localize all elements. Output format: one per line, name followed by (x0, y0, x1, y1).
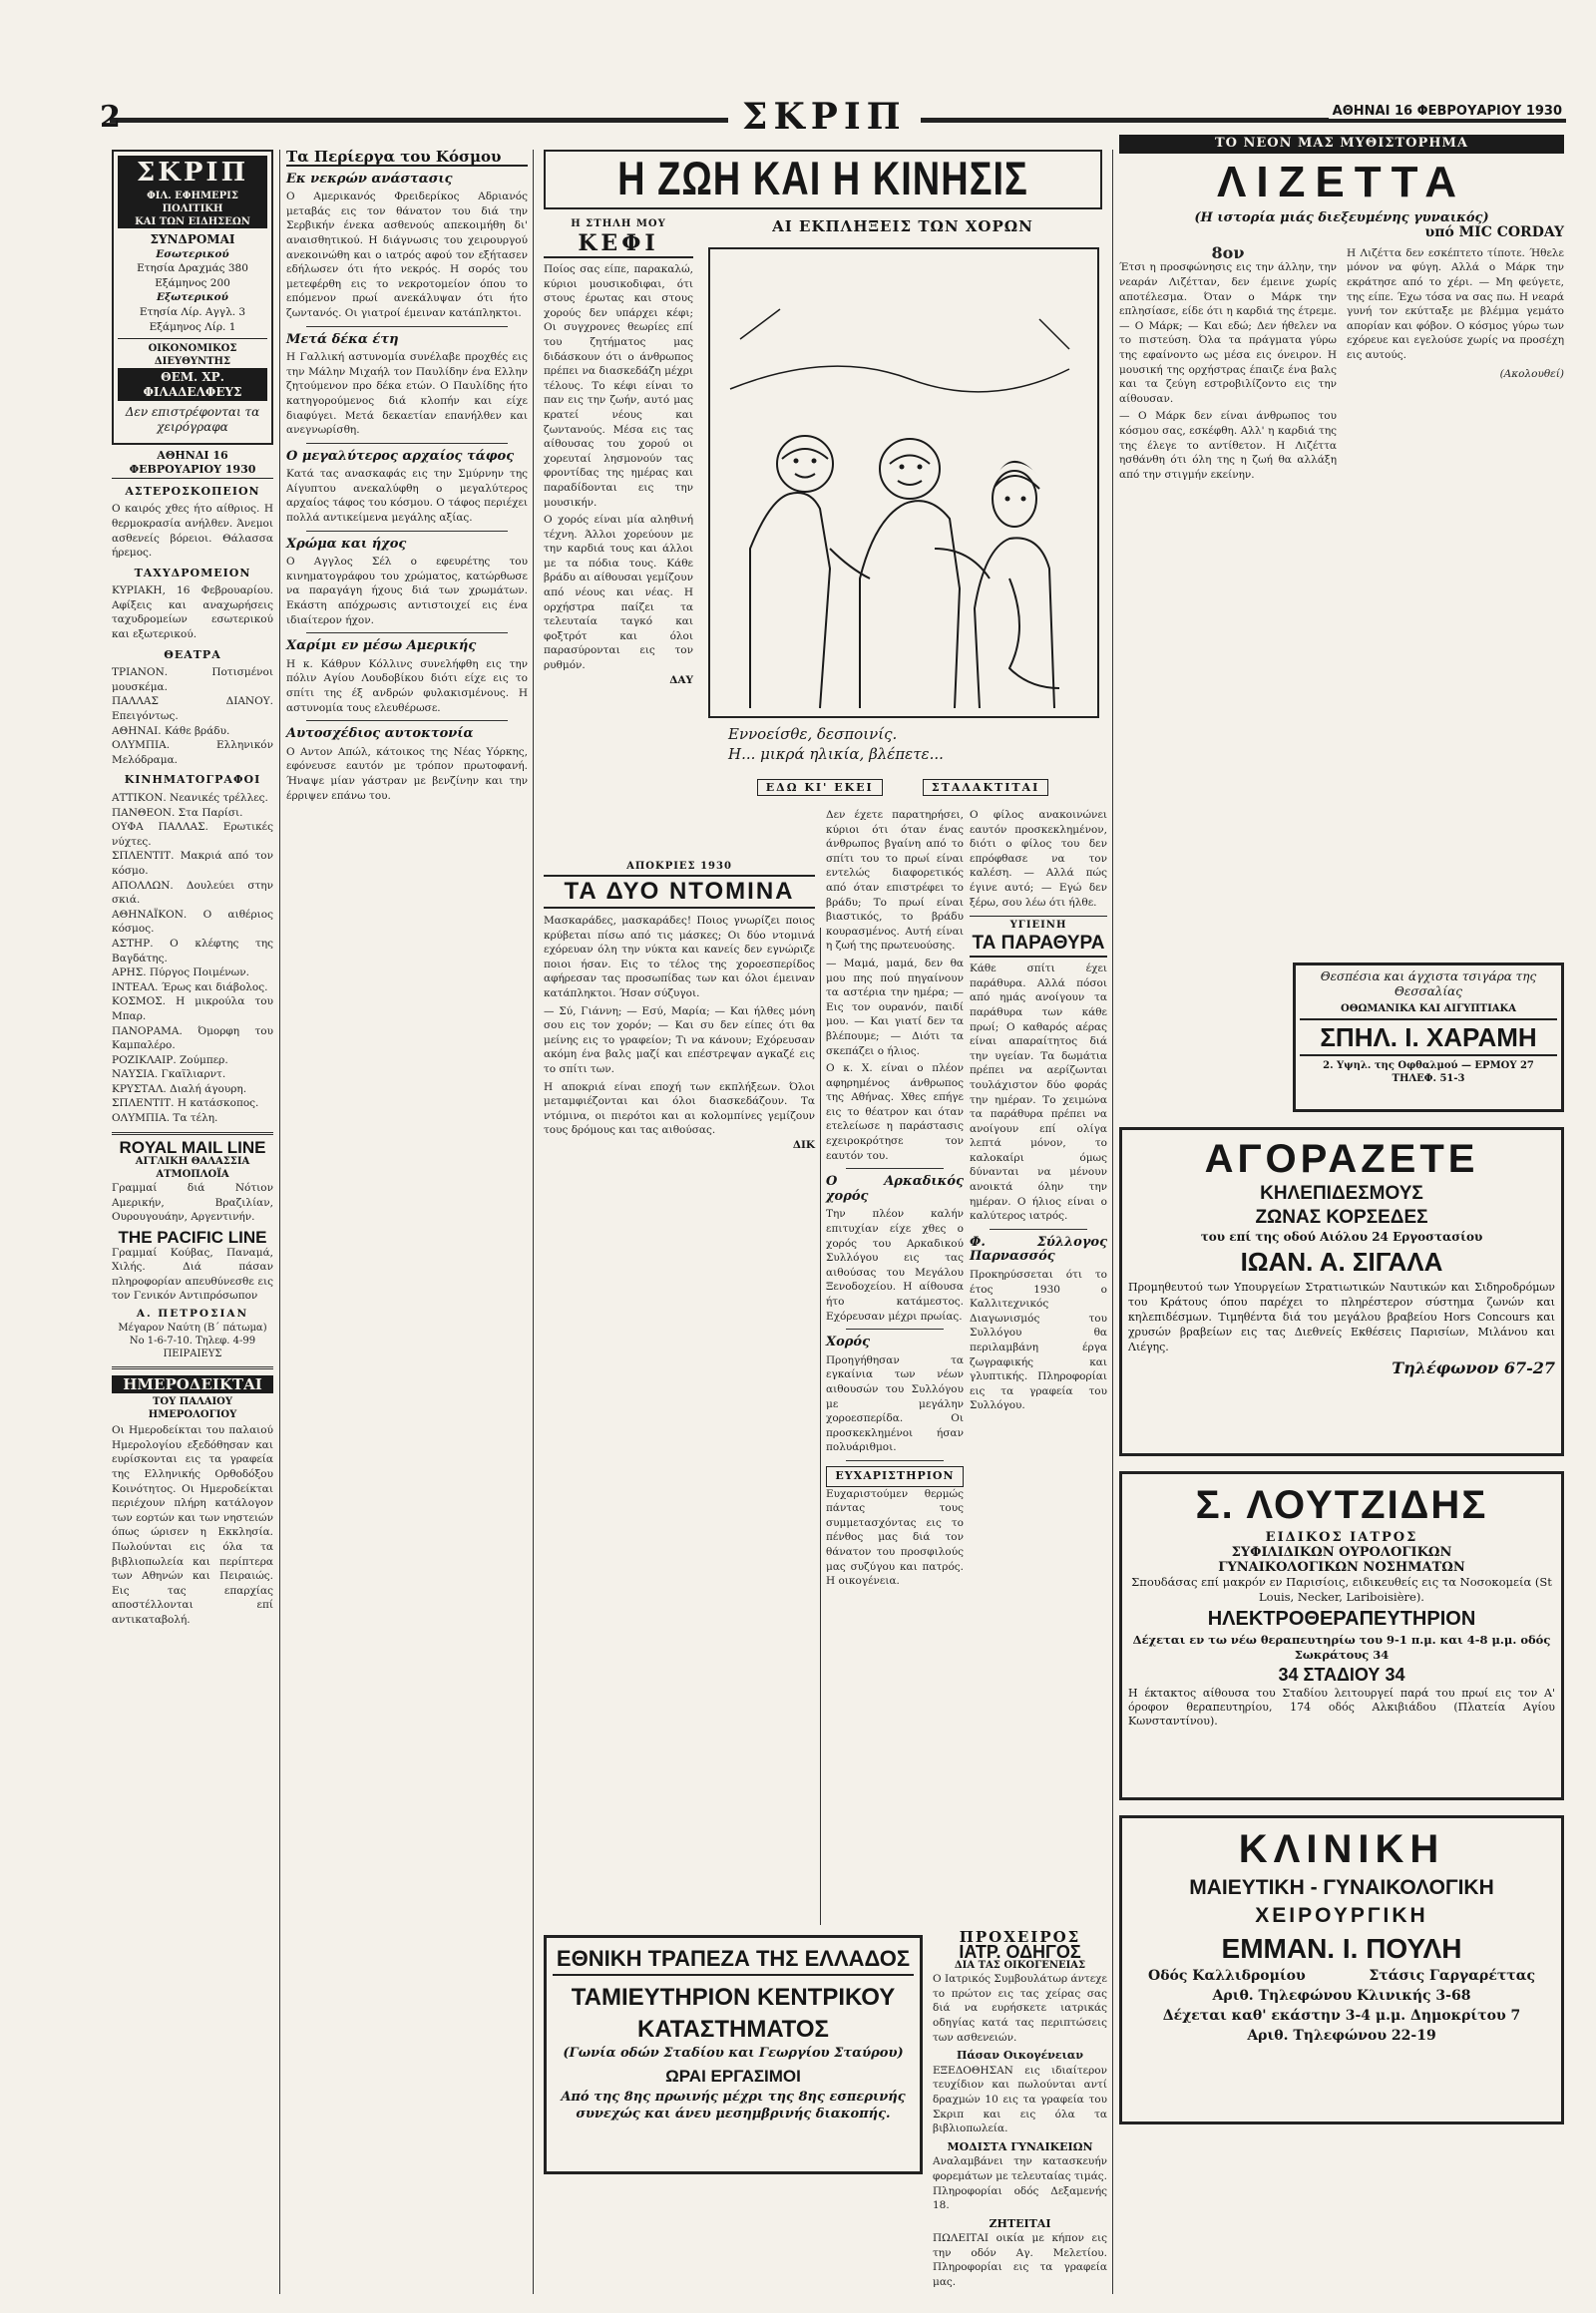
cinema-listing: ΑΘΗΝΑΪΚΟΝ. Ο αιθέριος κόσμος. (112, 908, 273, 936)
cinema-listing: ΡΟΖΙΚΛΑΙΡ. Ζούμπερ. (112, 1053, 228, 1066)
drops-column (970, 808, 1107, 1915)
telecom-text: ΚΥΡΙΑΚΗ, 16 Φεβρουαρίου. Αφίξεις και αναχωρήσεις ταχυδρομείων εσωτερικού και εξωτερικού. (112, 584, 273, 641)
column-rule (1112, 150, 1113, 2294)
surprises-title: ΑΙ ΕΚΠΛΗΞΕΙΣ ΤΩΝ ΧΟΡΩΝ (772, 217, 1033, 235)
novel-subtitle: (Η ιστορία μιάς διεξευμένης γυναικός) (1194, 209, 1489, 225)
tobacco-ad (1293, 963, 1564, 1112)
doctor-address: 34 ΣΤΑΔΙΟΥ 34 (1278, 1665, 1405, 1685)
world-text2: Η Γαλλική αστυνομία συνέλαβε προχθές εις την Μάλην Μιχαήλ τον Παυλίδην ένα Ελλην ζητούμενον προ δέκα ετών. Ο Παυλίδης ήτο κατηγορούμενος διά κλοπήν και είχε διαφύγει. Μετά δεκαετίαν επανήλθεν και ανεγνωρίσθη. (286, 351, 528, 437)
exterior-semi: Εξάμηνος Λίρ. 1 (149, 320, 236, 333)
cinema-listing: ΑΣΤΗΡ. Ο κλέφτης της Βαγδάτης. (112, 937, 273, 964)
parnassos-title: Φ. Σύλλογος Παρνασσός (970, 1234, 1107, 1265)
bank-corner: (Γωνία οδών Σταδίου και Γεωργίου Σταύρου) (563, 2046, 904, 2061)
novel-text2: Η Λιζέττα δεν εσκέπτετο τίποτε. Ήθελε μόνον να φύγη. Αλλά ο Μάρκ την εκράτησε από το χέρι. — Μη φεύγετε, της είπε. Έχω τόσα να σας πω. Η νεαρά γυνή τον εκύτταξε με βλέμμα γεμάτο απορίαν και φόβον. Ο κόσμος γύρω των εχόρευε και εγελούσε χωρίς να προσέχη εις αυτούς. (1347, 246, 1564, 361)
novel-section (1119, 135, 1564, 1012)
interior-annual: Ετησία Δραχμάς 380 (137, 262, 248, 275)
parnassos-text: Προκηρύσσεται ότι το έτος 1930 ο Καλλιτεχνικός Διαγωνισμός του Συλλόγου θα περιλαμβάνη έργα ζωγραφικής και γλυπτικής. Πληροφορίαι εις τα γραφεία του Συλλόγου. (970, 1269, 1107, 1412)
shipping1-title: ROYAL MAIL LINE (119, 1137, 266, 1157)
chorus-title: Χορός (826, 1335, 870, 1350)
guide-pre: ΠΡΟΧΕΙΡΟΣ (959, 1928, 1081, 1946)
novel-col-1 (1119, 242, 1337, 483)
column-rule (279, 150, 280, 2294)
apokries-label: ΑΠΟΚΡΙΕΣ 1930 (626, 861, 732, 872)
cinema-listing: ΑΡΗΣ. Πύργος Ποιμένων. (112, 966, 249, 979)
world-sub1: Εκ νεκρών ανάστασις (286, 171, 453, 187)
clinic-sub: ΜΑΙΕΥΤΙΚΗ - ΓΥΝΑΙΚΟΛΟΓΙΚΗ (1189, 1876, 1494, 1899)
clinic-name: ΕΜΜΑΝ. Ι. ΠΟΥΛΗ (1221, 1933, 1462, 1964)
dominoes-article (544, 860, 815, 1339)
thanks-text: Ευχαριστούμεν θερμώς πάντας τους συμμετασχόντας εις το πένθος μας διά τον θάνατον του προσφιλούς μας συζύγου και πατρός. Η οικογένεια. (826, 1487, 964, 1588)
director-label: ΟΙΚΟΝΟΜΙΚΟΣ ΔΙΕΥΘΥΝΤΗΣ (118, 338, 267, 368)
dominoes-text3: Η αποκριά είναι εποχή των εκπλήξεων. Όλοι μεταμφιέζονται και όλοι διασκεδάζουν. Τα ντόμινα, οι πιερότοι και αι κολομπίνες γεμίζουν τους δρόμους και τας αιθούσας. (544, 1080, 815, 1137)
cinema-listing: ΠΑΝΟΡΑΜΑ. Όμορφη του Καμπαλέρο. (112, 1024, 273, 1052)
world-text5: Η κ. Κάθρυν Κόλλινς συνελήφθη εις την πόλιν Αγίου Λουδοβίκου διότι είχε εις το σπίτι της έξ ανδρών φυλακισμένους. Η αστυνομία τους ελευθέρωσε. (286, 657, 528, 714)
agent-name: Α. ΠΕΤΡΟΣΙΑΝ (136, 1308, 249, 1320)
clinic-ad (1119, 1815, 1564, 2124)
novel-body (1119, 242, 1564, 483)
arcadian-title: Ο Αρκαδικός χορός (826, 1174, 964, 1204)
exterior-label: Εξωτερικού (157, 291, 228, 304)
novel-text3: — Ο Μάρκ δεν είναι άνθρωπος του κόσμου σας, εσκέφθη. Αλλ' η καρδιά της της έλεγε το αντίθετον. Η Λιζέττα ησθάνθη ότι όλη της η ζωή θα αλλάξη από την στιγμήν εκείνην. (1119, 410, 1337, 481)
theatre-listing: ΤΡΙΑΝΟΝ. Ποτισμένοι μουσκέμα. (112, 666, 273, 693)
meteo-text: Ο καιρός χθες ήτο αίθριος. Η θερμοκρασία ανήλθεν. Άνεμοι ασθενείς βόρειοι. Θάλασσα ήρεμος. (112, 503, 273, 560)
guide-text4: ΠΩΛΕΙΤΑΙ οικία με κήπον εις την οδόν Αγ. Μελετίου. Πληροφορίαι εις τα γραφεία μας. (933, 2232, 1107, 2289)
world-text3: Κατά τας ανασκαφάς εις την Σμύρνην της Αίγυπτου ανεκαλύφθη ο μεγαλύτερος αρχαίος τάφος του κόσμου. Ο τάφος περιέχει πολλά αντικείμενα μεγάλης αξίας. (286, 468, 528, 525)
shipping2-text: Γραμμαί Κούβας, Παναμά, Χιλής. Διά πάσαν πληροφορίαν απευθύνεσθε εις τον Γενικόν Αντιπρόσωπον (112, 1246, 273, 1303)
kefi-text: Ποίος σας είπε, παρακαλώ, κύριοι μουσικοδιφαι, ότι στους έρωτας και στους χορούς δεν υπάρχει κέφι; Οι συγχρονες θεωρίες επί του ζητήματος μας διδάσκουν ότι ο άνθρωπος πρέπει να διασκεδάζη μέχρι τέλους. Το κέφι είναι το παν εις την ζωήν, αυτό μας κρατεί νέους και ζωντανούς. Μέσα εις τας αίθουσας του χορού οι χορευταί λησμονούν τας φροντίδας της ημέρας και παραδίδονται εις την μουσικήν. (544, 263, 693, 509)
chorus-text: Προηγήθησαν τα εγκαίνια των νέων αιθουσών του Συλλόγου με μεγάλην χοροεσπερίδα. Οι προσκεκλημένοι ήσαν πολυάριθμοι. (826, 1353, 964, 1454)
novel-author: υπό MIC CORDAY (1424, 224, 1564, 241)
masthead (100, 96, 1566, 140)
guide-sub2: Πάσαν Οικογένειαν (956, 2049, 1084, 2063)
doctor-text: Σπουδάσας επί μακρόν εν Παρισίοις, ειδικευθείς εις τα Νοσοκομεία (St Louis, Necker, Lariboisière). (1131, 1575, 1552, 1604)
subscriptions-heading: ΣΥΝΔΡΟΜΑΙ (150, 232, 235, 246)
guide-column (933, 1928, 1108, 2289)
tobacco-address: 2. Υψηλ. της Οφθαλμού — ΕΡΜΟΥ 27 ΤΗΛΕΦ. 51-3 (1323, 1060, 1534, 1084)
doctor-hours: Δέχεται εν τω νέω θεραπευτηρίω του 9-1 π.μ. και 4-8 μ.μ. οδός Σωκράτους 34 (1132, 1633, 1551, 1662)
world-text4: Ο Αγγλος Σέλ ο εφευρέτης του κινηματογράφου του χρώματος, κατώρθωσε να παραγάγη ήχους διά των χρωμάτων. Εκάστη απόχρωσις αντιστοιχεί εις ένα ιδιαίτερον ήχον. (286, 556, 528, 626)
meteo-heading: ΑΣΤΕΡΟΣΚΟΠΕΙΟΝ (125, 484, 260, 498)
theatre-listing: ΟΛΥΜΠΙΑ. Ελληνικόν Μελόδραμα. (112, 739, 273, 766)
cinema-listing: ΑΠΟΛΛΩΝ. Δουλεύει στην σκιά. (112, 879, 273, 907)
arcadian-text: Την πλέον καλήν επιτυχίαν είχε χθες ο χορός του Αρκαδικού Συλλόγου εις τας αιθούσας του Μεγάλου Ξενοδοχείου. Η αίθουσα ήτο κατάμεστος. Εχόρευσαν μέχρι πρωίας. (826, 1208, 964, 1323)
date-line: ΑΘΗΝΑΙ 16 ΦΕΒΡΟΥΑΡΙΟΥ 1930 (112, 449, 273, 479)
here-text3: Ο κ. Χ. είναι ο πλέον αφηρημένος άνθρωπος της Αθήνας. Χθες επήγε εις το θέατρον και όταν ετελείωσε η παράστασις εχειροκρότησε τον εαυτόν του. (826, 1062, 964, 1162)
calendar-text: Οι Ημεροδείκται του παλαιού Ημερολογίου εξεδόθησαν και ευρίσκονται εις τα γραφεία της Ελληνικής Ορθοδόξου Κοινότητος. Οι Ημεροδείκται περιέχουν πλήρη κατάλογον των εορτών και των νηστειών όπως ώρισεν η Εκκλησία. Πωλούνται εις όλα τα βιβλιοπωλεία και περίπτερα των Αθηνών και Πειραιώς. Εις τας επαρχίας αποστέλλονται επί αντικαταβολή. (112, 1424, 273, 1626)
drops-text: Ο φίλος ανακοινώνει εαυτόν προσκεκλημένον, διότι ο φίλος του δεν επρόφθασε να τον καλέση. — Αλλά πώς έγινε αυτό; — Εγώ δεν ξέρω, σου λέω ότι ήλθε. (970, 809, 1107, 909)
life-banner (544, 150, 1102, 209)
cinema-listing: ΟΥΦΑ ΠΑΛΛΑΣ. Ερωτικές νύχτες. (112, 821, 273, 848)
column-rule (820, 928, 821, 1925)
column-rule (533, 150, 534, 2294)
windows-text: Κάθε σπίτι έχει παράθυρα. Αλλά πόσοι από ημάς ανοίγουν τα παράθυρα των κάθε πρωί; Ο καθαρός αέρας είναι απαραίτητος διά την υγείαν. Τα δωμάτια πρέπει να αερίζωνται τουλάχιστον δύο φοράς την ημέραν. Το χειμώνα τα παράθυρα πρέπει να ανοίγουν επί ολίγα λεπτά μόνον, το καλοκαίρι όμως δύνανται να μένουν ανοικτά όλην την ημέραν. Ο ήλιος είναι ο καλύτερος ιατρός. (970, 963, 1107, 1223)
cinema-heading: ΚΙΝΗΜΑΤΟΓΡΑΦΟΙ (124, 773, 261, 787)
clinic-sub2: ΧΕΙΡΟΥΡΓΙΚΗ (1255, 1904, 1428, 1927)
dominoes-text2: — Σύ, Γιάννη; — Εσύ, Μαρία; — Και ήλθες μόνη σου εις τον χορόν; — Και συ δεν είπες ότι θα μείνης εις το γραφείον; Τι να κάνουν; Εχόρευσαν ακόμη ένα βαλς μαζί και επέστρεψαν αγκαζέ εις το σπίτι των. (544, 1004, 815, 1075)
dominoes-sign: ΔΙΚ (792, 1138, 815, 1151)
kefi-text2: Ο χορός είναι μία αληθινή τέχνη. Άλλοι χορεύουν με την καρδιά τους και άλλοι με τα πόδια τους. Κάθε βράδυ αι αίθουσαι γεμίζουν από νέους και νέας. Η ορχήστρα παίζει τα τελευταία ταγκό και φοξτρότ και όλοι παρασύρονται εις τον ρυθμόν. (544, 514, 693, 672)
corset-line3: του επί της οδού Αιόλου 24 Εργοστασίου (1200, 1230, 1483, 1244)
hygiene-label: ΥΓΙΕΙΝΗ (970, 916, 1107, 932)
guide-title: ΙΑΤΡ. ΟΔΗΓΟΣ (959, 1941, 1081, 1962)
cinema-listing: ΚΡΥΣΤΑΛ. Διαλή άγουρη. (112, 1082, 247, 1095)
bank-hours: Από της 8ης πρωινής μέχρι της 8ης εσπερινής συνεχώς και άνευ μεσημβρινής διακοπής. (561, 2090, 906, 2121)
page-number: 2 (100, 100, 121, 135)
novel-continues: (Ακολουθεί) (1499, 367, 1564, 380)
doctor-ad (1119, 1471, 1564, 1800)
cinema-listing: ΑΤΤΙΚΟΝ. Νεανικές τρέλλες. (112, 792, 268, 804)
world-sub6: Αυτοσχέδιος αυτοκτονία (286, 726, 474, 742)
thanks-title: ΕΥΧΑΡΙΣΤΗΡΙΟΝ (826, 1466, 964, 1487)
ballroom-drawing (710, 249, 1097, 716)
novel-label: ΤΟ ΝΕΟΝ ΜΑΣ ΜΥΘΙΣΤΟΡΗΜΑ (1119, 135, 1564, 154)
novel-col-2 (1347, 246, 1564, 483)
kefi-sign: ΔΑΥ (669, 673, 693, 686)
guide-sub4: ΖΗΤΕΙΤΑΙ (989, 2216, 1051, 2230)
bank-sub: ΤΑΜΙΕΥΤΗΡΙΟΝ ΚΕΝΤΡΙΚΟΥ ΚΑΤΑΣΤΗΜΑΤΟΣ (571, 1984, 896, 2043)
theatre-heading: ΘΕΑΤΡΑ (164, 647, 221, 661)
cinema-list (112, 791, 273, 1126)
guide-sub3: ΜΟΔΙΣΤΑ ΓΥΝΑΙΚΕΙΩΝ (947, 2139, 1093, 2153)
caption-1: Εννοείσθε, δεσποινίς. (728, 725, 898, 743)
drops-tag: ΣΤΑΛΑΚΤΙΤΑΙ (923, 779, 1048, 796)
corset-ad (1119, 1127, 1564, 1456)
kefi-label: Η ΣΤΗΛΗ ΜΟΥ (571, 218, 666, 229)
bank-title: ΕΘΝΙΚΗ ΤΡΑΠΕΖΑ ΤΗΣ ΕΛΛΑΔΟΣ (553, 1944, 914, 1976)
theatre-listing: ΑΘΗΝΑΙ. Κάθε βράδυ. (112, 724, 230, 737)
corset-title: ΑΓΟΡΑΖΕΤΕ (1204, 1137, 1479, 1181)
newspaper-title: ΣΚΡΙΠ (728, 96, 921, 138)
guide-text2: ΕΞΕΔΟΘΗΣΑΝ εις ιδιαίτερον τευχίδιον και πωλούνται αντί δραχμών 10 εις τα γραφεία του Σκριπ και εις όλα τα βιβλιοπωλεία. (933, 2064, 1107, 2135)
clinic-title: ΚΛΙΝΙΚΗ (1238, 1827, 1445, 1871)
director-name: ΘΕΜ. ΧΡ. ΦΙΛΑΔΕΛΦΕΥΣ (118, 368, 267, 401)
telecom-heading: ΤΑΧΥΔΡΟΜΕΙΟΝ (134, 566, 251, 579)
illustration-captions (728, 724, 1097, 764)
clinic-address1: Οδός Καλλιδρομίου (1148, 1968, 1306, 1984)
clinic-phone1: Αριθ. Τηλεφώνου Κλινικής 3-68 (1212, 1988, 1471, 2004)
cinema-listing: ΟΛΥΜΠΙΑ. Τα τέλη. (112, 1112, 218, 1125)
masthead-date: ΑΘΗΝΑΙ 16 ΦΕΒΡΟΥΑΡΙΟΥ 1930 (1329, 104, 1566, 119)
bank-ad (544, 1935, 923, 2174)
corset-line2: ΖΩΝΑΣ ΚΟΡΣΕΔΕΣ (1255, 1207, 1428, 1228)
exterior-annual: Ετησία Λίρ. Αγγλ. 3 (139, 305, 246, 318)
bank-hours-label: ΩΡΑΙ ΕΡΓΑΣΙΜΟΙ (665, 2067, 801, 2086)
here-column (826, 808, 964, 1915)
doctor-note: Η έκτακτος αίθουσα του Σταδίου λειτουργεί παρά του πρωί εις τον Α' όροφον θεραπευτηρίου, 174 οδός Αλκιβιάδου (Πλατεία Αγίου Κωνσταντίνου). (1128, 1687, 1555, 1728)
windows-title: ΤΑ ΠΑΡΑΘΥΡΑ (970, 932, 1107, 958)
clinic-address-row (1128, 1968, 1555, 1984)
novel-text: Έτσι η προσφώνησις εις την άλλην, την νεαράν Λιζέτταν, δεν έμεινε χωρίς αποτέλεσμα. Όταν ο Μάρκ την επλησίασε, είδε ότι η καρδιά της έτρεμε. — Ο Μάρκ; — Και εδώ; Δεν ήθελεν να το πιστεύση. Όλα τα πράγματα γύρω της εφαίνοντο ως μέσα εις όνειρον. Η μουσική της ορχήστρας έπαιζε ένα βαλς και τα ζεύγη εστροβιλίζοντο εις την αίθουσαν. (1119, 261, 1337, 405)
world-heading: Τα Περίεργα του Κόσμου (286, 150, 528, 167)
corset-text: Προμηθευτού των Υπουργείων Στρατιωτικών Ναυτικών και Σιδηροδρόμων του Κράτους όπου παρέχει το πληρέστερον σύστημα ζωνών και κηλεπιδέσμων. Τιμηθέντα διά του μεγάλου βραβείου Hors Concours και χρυσών βραβείων εις τας Διεθνείς Εκθέσεις Παρισίων, Μιλάνου και Λιέγης. (1128, 1281, 1555, 1353)
shipping1-sub: ΑΓΓΛΙΚΗ ΘΑΛΑΣΣΙΑ ΑΤΜΟΠΛΟΪΑ (135, 1156, 250, 1181)
dominoes-title: ΤΑ ΔΥΟ ΝΤΟΜΙΝΑ (544, 875, 815, 909)
cinema-listing: ΚΟΣΜΟΣ. Η μικρούλα του Μπαρ. (112, 995, 273, 1022)
world-sub2: Μετά δέκα έτη (286, 331, 399, 347)
ballroom-illustration (708, 247, 1099, 718)
clinic-phone2: Αριθ. Τηλεφώνου 22-19 (1247, 2028, 1436, 2044)
cinema-listing: ΝΑΥΣΙΑ. Γκαϊλιαρντ. (112, 1068, 226, 1081)
publisher-since: ΚΑΙ ΤΩΝ ΕΙΔΗΣΕΩΝ (118, 215, 267, 228)
guide-sub: ΔΙΑ ΤΑΣ ΟΙΚΟΓΕΝΕΙΑΣ (954, 1960, 1086, 1972)
calendar-sub: ΤΟΥ ΠΑΛΑΙΟΥ ΗΜΕΡΟΛΟΓΙΟΥ (148, 1396, 237, 1421)
corset-name: ΙΩΑΝ. Α. ΣΙΓΑΛΑ (1240, 1247, 1443, 1277)
life-title: Η ΖΩΗ ΚΑΙ Η ΚΙΝΗΣΙΣ (617, 153, 1028, 206)
doctor-spec: ΣΥΦΙΛΙΔΙΚΩΝ ΟΥΡΟΛΟΓΙΚΩΝ (1231, 1545, 1452, 1560)
notice: Δεν επιστρέφονται τα χειρόγραφα (125, 405, 260, 434)
dominoes-text: Μασκαράδες, μασκαράδες! Ποιος γνωρίζει ποιος κρύβεται πίσω από τις μάσκες; Οι δύο ντομινά εχόρευαν όλη την νύκτα και κανείς δεν εγνώριζε ποιοι ήσαν. Εις το τέλος της χοροεσπερίδος αφήρεσαν τας προσωπίδας των και όλοι έμειναν κατάπληκτοι. Ήσαν σύζυγοι. (544, 915, 815, 999)
agent-address: Μέγαρον Ναύτη (Β΄ πάτωμα) Νο 1-6-7-10. Τηλεφ. 4-99 ΠΕΙΡΑΙΕΥΣ (118, 1322, 267, 1359)
world-sub5: Χαρίμι εν μέσω Αμερικής (286, 638, 477, 654)
calendar-title: ΗΜΕΡΟΔΕΙΚΤΑΙ (112, 1375, 273, 1394)
here-tag: ΕΔΩ ΚΙ' ΕΚΕΙ (757, 779, 883, 796)
here-text2: — Μαμά, μαμά, δεν θα μου πης πού πηγαίνουν τα αστέρια την ημέρα; — Εις τον ουρανόν, παιδί μου. — Και γιατί δεν τα βλέπουμε; — Διότι τα σκεπάζει ο ήλιος. (826, 957, 964, 1057)
tobacco-name: ΣΠΗΛ. Ι. ΧΑΡΑΜΗ (1300, 1018, 1557, 1056)
world-sub4: Χρώμα και ήχος (286, 536, 407, 552)
interior-semi: Εξάμηνος 200 (155, 276, 230, 289)
cinema-listing: ΣΠΛΕΝΤΙΤ. Η κατάσκοπος. (112, 1097, 259, 1110)
kefi-column (544, 217, 693, 856)
guide-text3: Αναλαμβάνει την κατασκευήν φορεμάτων με τελευταίας τιμάς. Πληροφορίαι οδός Δεξαμενής 18. (933, 2155, 1108, 2212)
corset-line1: ΚΗΛΕΠΙΔΕΣΜΟΥΣ (1260, 1183, 1423, 1204)
tags-row (703, 776, 1102, 802)
kefi-title: ΚΕΦΙ (544, 230, 693, 258)
cinema-listing: ΙΝΤΕΑΛ. Έρως και διάβολος. (112, 980, 268, 993)
tobacco-intro: Θεσπέσια και άγχιστα τσιγάρα της Θεσσαλίας (1320, 969, 1537, 998)
here-text: Δεν έχετε παρατηρήσει, κύριοι ότι όταν ένας άνθρωπος βγαίνη από το σπίτι του το πρωί είναι εντελώς διαφορετικός από όταν επιστρέφει το βράδυ; Το πρωί είναι βιαστικός, το βράδυ κουρασμένος. Αυτή είναι η ζωή της πρωτευούσης. (826, 809, 964, 953)
clinic-hours: Δέχεται καθ' εκάστην 3-4 μ.μ. Δημοκρίτου 7 (1162, 2008, 1521, 2024)
theatre-listing: ΠΑΛΛΑΣ ΔΙΑΝΟΥ. Επειγόντως. (112, 695, 273, 723)
theatre-list (112, 665, 273, 767)
publisher-box (112, 150, 273, 445)
doctor-name: Σ. ΛΟΥΤΖΙΔΗΣ (1195, 1483, 1488, 1527)
cinema-listing: ΠΑΝΘΕΟΝ. Στα Παρίσι. (112, 806, 243, 819)
doctor-spec2: ΓΥΝΑΙΚΟΛΟΓΙΚΩΝ ΝΟΣΗΜΑΤΩΝ (1218, 1560, 1465, 1575)
interior-label: Εσωτερικού (156, 247, 229, 260)
doctor-lab: ΗΛΕΚΤΡΟΘΕΡΑΠΕΥΤΗΡΙΟΝ (1207, 1608, 1476, 1630)
corset-phone: Τηλέφωνον 67-27 (1392, 1358, 1555, 1377)
world-sub3: Ο μεγαλύτερος αρχαίος τάφος (286, 448, 515, 464)
left-column (112, 150, 273, 2304)
novel-chapter: 8ον (1211, 242, 1245, 262)
novel-title: ΛΙΖΕΤΤΑ (1216, 157, 1467, 206)
clinic-address2: Στάσις Γαργαρέττας (1369, 1968, 1535, 1984)
tobacco-sub: ΟΘΩΜΑΝΙΚΑ ΚΑΙ ΑΙΓΥΠΤΙΑΚΑ (1341, 1003, 1516, 1014)
shipping2-title: THE PACIFIC LINE (118, 1228, 267, 1248)
cinema-listing: ΣΠΛΕΝΤΙΤ. Μακριά από τον κόσμο. (112, 850, 273, 877)
doctor-title: ΕΙΔΙΚΟΣ ΙΑΤΡΟΣ (1265, 1530, 1418, 1545)
caption-2: Η... μικρά ηλικία, βλέπετε... (728, 745, 944, 763)
world-column (286, 150, 528, 2304)
publisher-title: ΣΚΡΙΠ (118, 156, 267, 190)
guide-text: Ο Ιατρικός Συμβουλάτωρ άντεχε το πρώτον εις τας χείρας σας διά να ευρήσκετε ιατρικάς οδηγίας κατά τας περιπτώσεις των ασθενειών. (933, 1973, 1107, 2044)
world-text1: Ο Αμερικανός Φρειδερίκος Αδριανός μεταβάς εις τον θάνατον του διά την Σερβικήν ένεκα ασθενούς απεκοιμήθη δι' αναισθητικού. Η διάγνωσις του χειρουργού ανεκοινώθη και ο ιατρός αφού τον εξήτασεν εδήλωσεν ότι ήτο νεκρός. Η σορός του μετεφέρθη εις το νεκροτομείον όπου το επόμενον πρωί ανεκάλυψαν ότι ήτο ζωντανός. Οι γιατροί έμειναν κατάπληκτοι. (286, 191, 528, 319)
world-text6: Ο Αντον Απώλ, κάτοικος της Νέας Υόρκης, εφόνευσε εαυτόν με τρόπον πρωτοφανή. Ήναψε μίαν γάστραν με βενζίνην και την έρριψεν επάνω του. (286, 745, 528, 802)
shipping1-text: Γραμμαί διά Νότιον Αμερικήν, Βραζιλίαν, Ουρουγουάην, Αργεντινήν. (112, 1182, 273, 1224)
publisher-subtitle: ΦΙΛ. ΕΦΗΜΕΡΙΣ ΠΟΛΙΤΙΚΗ (118, 190, 267, 215)
